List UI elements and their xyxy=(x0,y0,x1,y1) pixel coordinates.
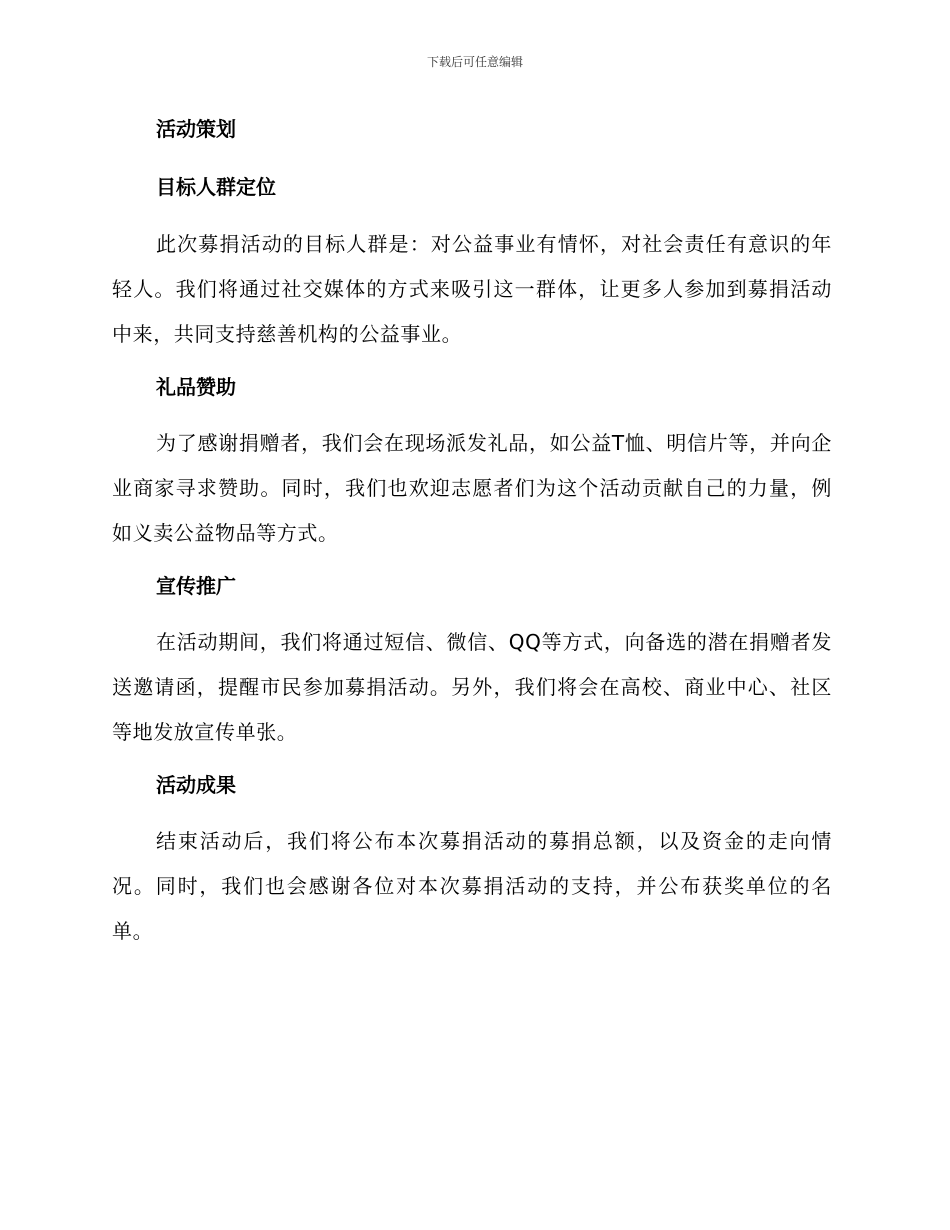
document-body xyxy=(112,108,832,954)
section-heading-gift-sponsorship: 礼品赞助 xyxy=(156,375,236,399)
document-title: 活动策划 xyxy=(156,117,236,141)
section-heading-results: 活动成果 xyxy=(156,773,236,797)
section-body-gift-sponsorship: 为了感谢捐赠者，我们会在现场派发礼品，如公益T恤、明信片等，并向企业商家寻求赞助。同时，我们也欢迎志愿者们为这个活动贡献自己的力量，例如义卖公益物品等方式。 xyxy=(112,431,832,545)
section-heading-target-audience: 目标人群定位 xyxy=(156,175,276,199)
section-body-results: 结束活动后，我们将公布本次募捐活动的募捐总额，以及资金的走向情况。同时，我们也会感谢各位对本次募捐活动的支持，并公布获奖单位的名单。 xyxy=(112,829,832,943)
page-header: 下载后可任意编辑 xyxy=(426,55,523,69)
section-body-target-audience: 此次募捐活动的目标人群是：对公益事业有情怀，对社会责任有意识的年轻人。我们将通过社交媒体的方式来吸引这一群体，让更多人参加到募捐活动中来，共同支持慈善机构的公益事业。 xyxy=(112,232,832,346)
section-body-promotion: 在活动期间，我们将通过短信、微信、QQ等方式，向备选的潜在捐赠者发送邀请函，提醒市民参加募捐活动。另外，我们将会在高校、商业中心、社区等地发放宣传单张。 xyxy=(112,630,832,744)
section-heading-promotion: 宣传推广 xyxy=(156,574,236,598)
